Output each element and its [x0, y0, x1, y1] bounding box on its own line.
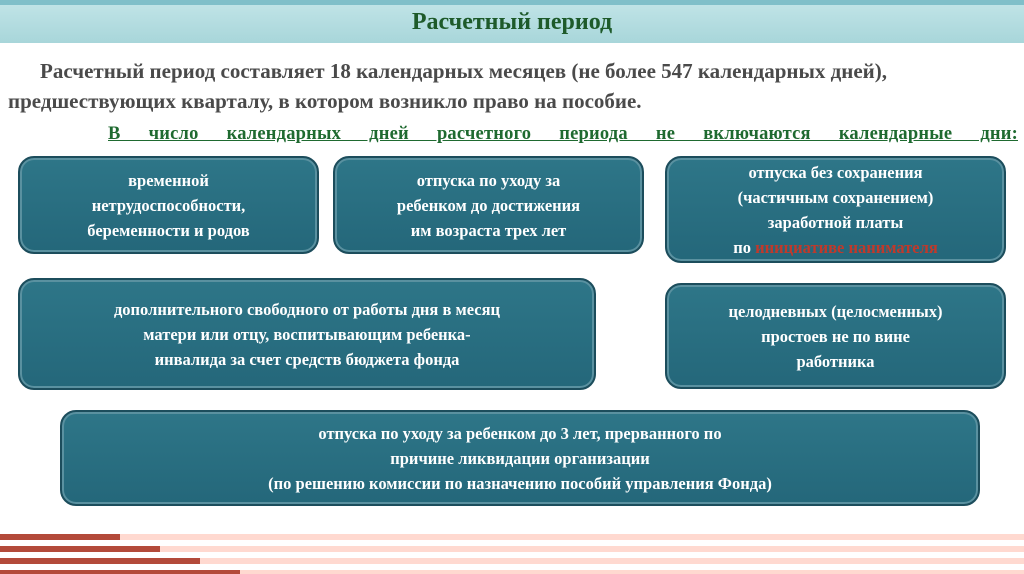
box-line: матери или отцу, воспитывающим ребенка-: [143, 324, 471, 344]
box-line: работника: [796, 351, 875, 371]
box-sick-leave: [18, 156, 319, 254]
box-downtime: [665, 283, 1006, 389]
box-line-last: [675, 235, 996, 260]
box-childcare-leave: [333, 156, 644, 254]
box-line: временной: [128, 170, 209, 190]
box-line: инвалида за счет средств бюджета фонда: [154, 349, 460, 369]
box-line: нетрудоспособности,: [91, 195, 246, 215]
box-line: отпуска по уходу за: [416, 170, 561, 190]
box-line: (по решению комиссии по назначению пособий управления Фонда): [268, 473, 772, 493]
box-line: беременности и родов: [87, 220, 250, 240]
slide-title: Расчетный период: [411, 9, 613, 35]
employer-initiative-highlight: инициативе нанимателя: [755, 237, 938, 257]
decorative-footer-stripes: [0, 532, 1024, 574]
box-line: причине ликвидации организации: [390, 448, 650, 468]
box-line: им возраста трех лет: [410, 220, 567, 240]
box-line: отпуска без сохранения: [748, 162, 923, 182]
box-unpaid-leave: [665, 156, 1006, 263]
box-line: целодневных (целосменных): [728, 301, 943, 321]
box-line: простоев не по вине: [761, 326, 910, 346]
box-interrupted-leave: [60, 410, 980, 506]
box-line-prefix: по: [733, 237, 756, 257]
box-line: (частичным сохранением): [737, 187, 934, 207]
box-disabled-child-day: [18, 278, 596, 390]
box-line: заработной платы: [767, 212, 904, 232]
box-line: ребенком до достижения: [396, 195, 581, 215]
box-line: отпуска по уходу за ребенком до 3 лет, прерванного по: [318, 423, 722, 443]
intro-paragraph: Расчетный период составляет 18 календарных месяцев (не более 547 календарных дней), предшествующих кварталу, в котором возникло право на пособие.: [8, 59, 888, 113]
excluded-days-note: В число календарных дней расчетного периода не включаются календарные дни:: [108, 124, 1018, 144]
box-line: дополнительного свободного от работы дня в месяц: [113, 299, 501, 319]
